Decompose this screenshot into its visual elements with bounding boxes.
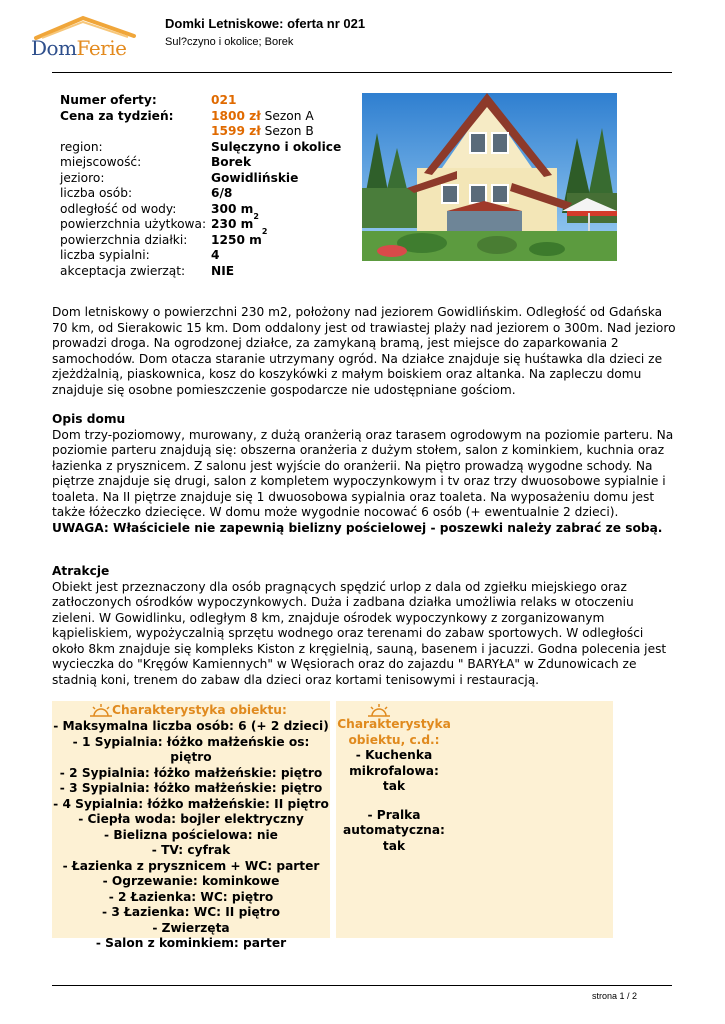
characteristic-item: - 1 Sypialnia: łóżko małżeńskie os: piętro (72, 734, 310, 764)
offer-field-value: 230 $m^2$ (211, 211, 259, 231)
attractions-heading: Atrakcje (52, 564, 110, 578)
offer-field-label: miejscowość: (60, 155, 142, 169)
offer-number-label: Numer oferty: (60, 93, 157, 107)
offer-field-value: 6/8 (211, 186, 233, 200)
characteristic-item: - Łazienka z prysznicem + WC: parter (62, 858, 320, 873)
offer-field-value: Sulęczyno i okolice (211, 139, 342, 154)
offer-field-label: odległość od wody: (60, 201, 177, 216)
sun-icon (90, 703, 112, 717)
header-divider (52, 72, 672, 73)
offer-field-value: NIE (211, 263, 235, 278)
document-subtitle: Sul?czyno i okolice; Borek (165, 36, 294, 48)
house-photo (362, 93, 617, 261)
characteristic-item: - Salon z kominkiem: parter (95, 936, 287, 950)
page-number: strona 1 / 2 (592, 991, 638, 1001)
offer-field-label: liczba osób: (60, 186, 133, 200)
offer-field-value: 1250 $m^2$ (211, 227, 268, 247)
characteristic-item: - TV: cyfrak (151, 843, 231, 857)
characteristic-item: - Zwierzęta (152, 920, 230, 935)
characteristics-cont-panel (336, 701, 613, 938)
characteristics-title: Charakterystyka obiektu: (112, 703, 287, 717)
description: Dom letniskowy o powierzchni 230 m2, położony nad jeziorem Gowidlińskim. Odległość od Gdańska 70 km, od Sierakowic 15 km. Dom oddalony jest od trawiastej plaży nad jeziorem o 300m. Nad jezioro prowadzi droga. Na ogrodzonej działce, za zamykaną bramą, jest miejsce do zaparkowania 2 samochodów. Dom otacza staranie utrzymany ogród. Na działce znajduje się huśtawka dla dzieci ze zjeżdżalnią, piaskownica, kosz do koszykówki z małym boiskiem oraz altanka. Na zapleczu domu znajduje się osobne pomieszczenie gospodarcze nie udostępniane gościom. (52, 305, 676, 397)
offer-field-value: Gowidlińskie (211, 170, 299, 185)
offer-field-value: Borek (211, 155, 252, 169)
price-season-b: 1599 zł (211, 124, 261, 138)
offer-field-value: 300 m (211, 201, 254, 216)
logo-text-ferie: Ferie (76, 36, 127, 60)
characteristic-item: - 3 Łazienka: WC: II piętro (102, 905, 280, 919)
characteristic-item: - Pralka automatyczna: tak (343, 807, 445, 853)
season-a-label: Sezon A (260, 108, 314, 123)
house-section (52, 412, 677, 536)
page-header (0, 0, 725, 76)
footer-divider (52, 985, 672, 986)
price-label: Cena za tydzień: (60, 108, 174, 123)
characteristic-item: - 3 Sypialnia: łóżko małżeńskie: piętro (59, 781, 323, 795)
characteristic-item: - Ogrzewanie: kominkowe (102, 874, 280, 888)
characteristic-item: - 4 Sypialnia: łóżko małżeńskie: II piętro (53, 796, 329, 811)
characteristic-item: - 2 Łazienka: WC: piętro (108, 889, 274, 904)
characteristic-item: - Ciepła woda: bojler elektryczny (78, 812, 304, 826)
characteristic-item: - Bielizna pościelowa: nie (104, 827, 278, 842)
offer-field-label: region: (60, 139, 103, 154)
house-description: Dom trzy-poziomowy, murowany, z dużą oranżerią oraz tarasem ogrodowym na poziomie parteru. Na poziomie parteru znajdują się: obszerna oranżeria z dużym stołem, salon z kominkiem, kuchnia oraz łazienka z prysznicem. Z salonu jest wyjście do oranżerii. Na piętro prowadzą wygodne schody. Na piętrze znajduje się drugi, salon z kompletem wypoczynkowym i tv oraz trzy dwuosobowe sypialnie i toaleta. Na II piętrze znajduje się 1 dwuosobowa sypialnia oraz toaleta. Na wyposażeniu domu jest także łóżeczko dziecięce. W domu może wygodnie nocować 6 osób (+ ewentualnie 2 dzieci). (52, 427, 674, 519)
characteristics-panel (52, 701, 330, 950)
attractions-description: Obiekt jest przeznaczony dla osób pragnących spędzić urlop z dala od zgiełku miejskiego oraz zatłoczonych ośrodków wypoczynkowych. Duża i zadbana działka umożliwia relaks w otoczeniu zieleni. W Gowidlinku, odległym 8 km, znajduje ośrodek wypoczynkowy z zorganizowanym kąpieliskiem, wypożyczalnią sprzętu wodnego oraz terenami do zabaw sportowych. W odległości około 8km znajduje się kompleks Kiston z kręgielnią, sauną, basenem i jacuzzi. Godna polecenia jest wycieczka do "Kręgów Kamiennych" w Węsiorach oraz do zajazdu " BARYŁA" w Zdunowicach ze stadnią koni, trenem do zabaw dla dzieci oraz kortami tenisowymi i restauracją. (52, 579, 667, 687)
domferie-logo (28, 12, 146, 66)
characteristics-cont-list (336, 748, 452, 854)
house-heading: Opis domu (52, 412, 126, 426)
offer-field-label: powierzchnia użytkowa: (60, 217, 207, 231)
attractions-section (52, 564, 677, 688)
offer-field-label: akceptacja zwierząt: (60, 263, 186, 278)
characteristic-item: - Maksymalna liczba osób: 6 (+ 2 dzieci) (53, 719, 329, 733)
document-title: Domki Letniskowe: oferta nr 021 (165, 16, 366, 31)
season-b-label: Sezon B (260, 124, 314, 138)
offer-number: 021 (211, 93, 237, 107)
characteristics-list (52, 719, 330, 952)
offer-field-label: powierzchnia działki: (60, 232, 188, 247)
offer-field-value: 4 (211, 248, 220, 262)
price-season-a: 1800 zł (211, 108, 261, 123)
linen-warning: UWAGA: Właściciele nie zapewnią bielizny pościelowej - poszewki należy zabrać ze sobą. (52, 520, 663, 535)
logo-text-dom: Dom (31, 36, 77, 60)
characteristic-item: - Kuchenka mikrofalowa: tak (349, 748, 439, 793)
characteristic-item: - 2 Sypialnia: łóżko małżeńskie: piętro (59, 765, 323, 780)
characteristics-cont-title: Charakterystyka obiektu, c.d.: (337, 717, 451, 747)
offer-field-label: liczba sypialni: (60, 248, 150, 262)
offer-field-label: jezioro: (60, 170, 105, 185)
sun-icon (368, 703, 390, 717)
